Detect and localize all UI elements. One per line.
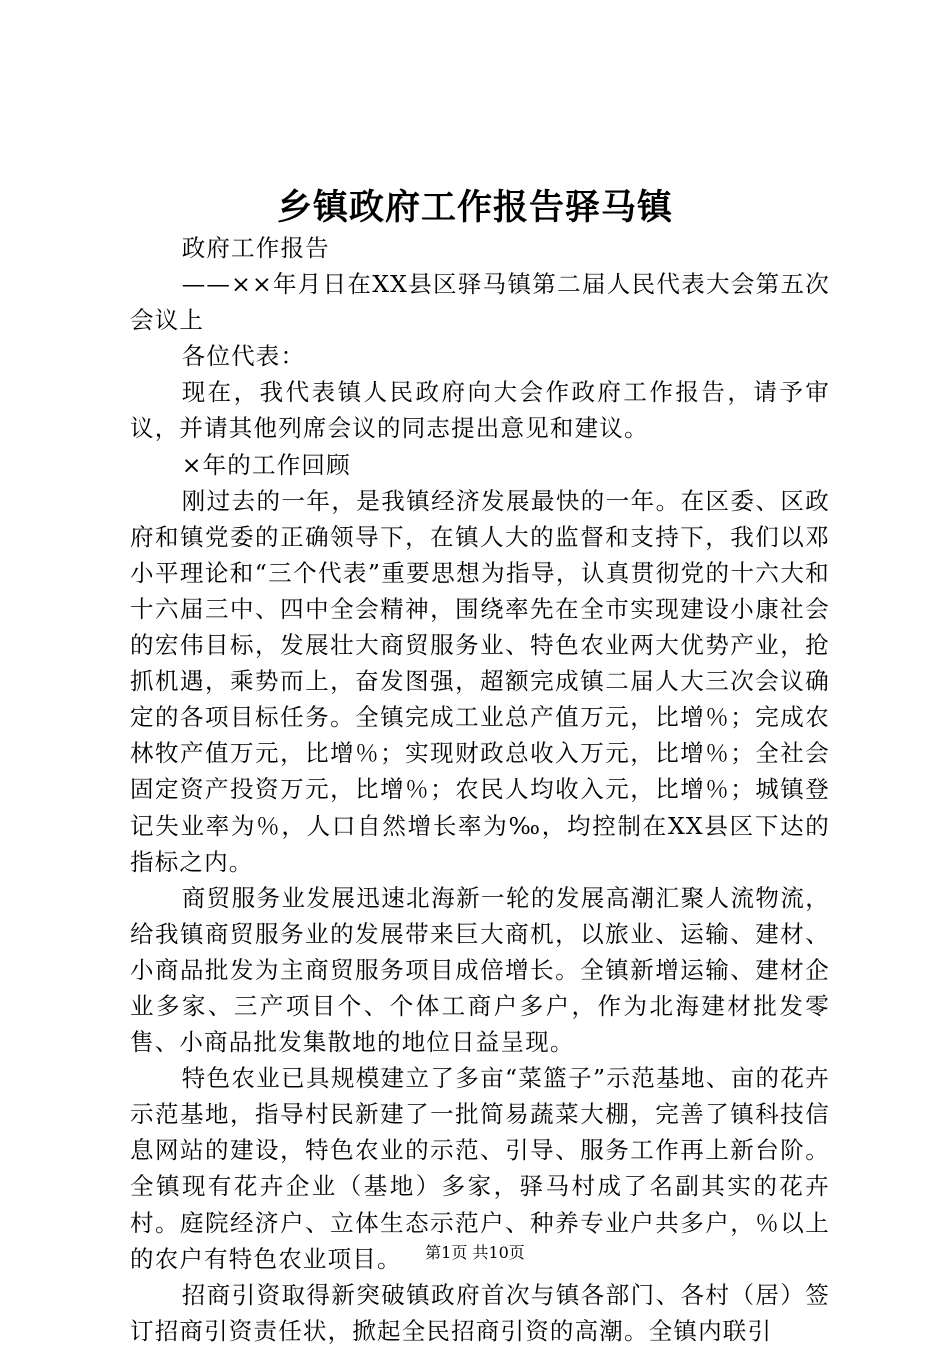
document-title: 乡镇政府工作报告驿马镇 — [276, 187, 673, 228]
paragraph-agriculture: 特色农业已具规模建立了多亩“菜篮子”示范基地、亩的花卉示范基地，指导村民新建了一批简易蔬菜大棚，完善了镇科技信息网站的建设，特色农业的示范、引导、服务工作再上新台阶。全镇现有花卉企业（基地）多家，驿马村成了名副其实的花卉村。庭院经济户、立体生态示范户、种养专业户共多户，％以上的农户有特色农业项目。 — [130, 1064, 830, 1273]
document-body — [130, 230, 830, 1349]
page-number: 第1页 共10页 — [425, 1243, 525, 1262]
paragraph-subtitle: ——××年月日在XX县区驿马镇第二届人民代表大会第五次会议上 — [130, 270, 830, 335]
paragraph-commerce: 商贸服务业发展迅速北海新一轮的发展高潮汇聚人流物流，给我镇商贸服务业的发展带来巨大商机，以旅业、运输、建材、小商品批发为主商贸服务项目成倍增长。全镇新增运输、建材企业多家、三产项目个、个体工商户多户，作为北海建材批发零售、小商品批发集散地的地位日益呈现。 — [130, 883, 830, 1057]
paragraph-heading: 政府工作报告 — [181, 234, 330, 262]
paragraph-salutation: 各位代表： — [181, 342, 306, 371]
paragraph-section-heading: ×年的工作回顾 — [181, 450, 351, 479]
paragraph-investment: 招商引资取得新突破镇政府首次与镇各部门、各村（居）签订招商引资责任状，掀起全民招商引资的高潮。全镇内联引 — [130, 1280, 830, 1345]
paragraph-review: 刚过去的一年，是我镇经济发展最快的一年。在区委、区政府和镇党委的正确领导下，在镇人大的监督和支持下，我们以邓小平理论和“三个代表”重要思想为指导，认真贯彻党的十六大和十六届三中、四中全会精神，围绕率先在全市实现建设小康社会的宏伟目标，发展壮大商贸服务业、特色农业两大优势产业，抢抓机遇，乘势而上，奋发图强，超额完成镇二届人大三次会议确定的各项目标任务。全镇完成工业总产值万元，比增％；完成农林牧产值万元，比增％；实现财政总收入万元，比增％；全社会固定资产投资万元，比增％；农民人均收入元，比增％；城镇登记失业率为％，人口自然增长率为‰，均控制在XX县区下达的指标之内。 — [130, 486, 830, 876]
paragraph-intro: 现在，我代表镇人民政府向大会作政府工作报告，请予审议，并请其他列席会议的同志提出意见和建议。 — [130, 378, 830, 443]
